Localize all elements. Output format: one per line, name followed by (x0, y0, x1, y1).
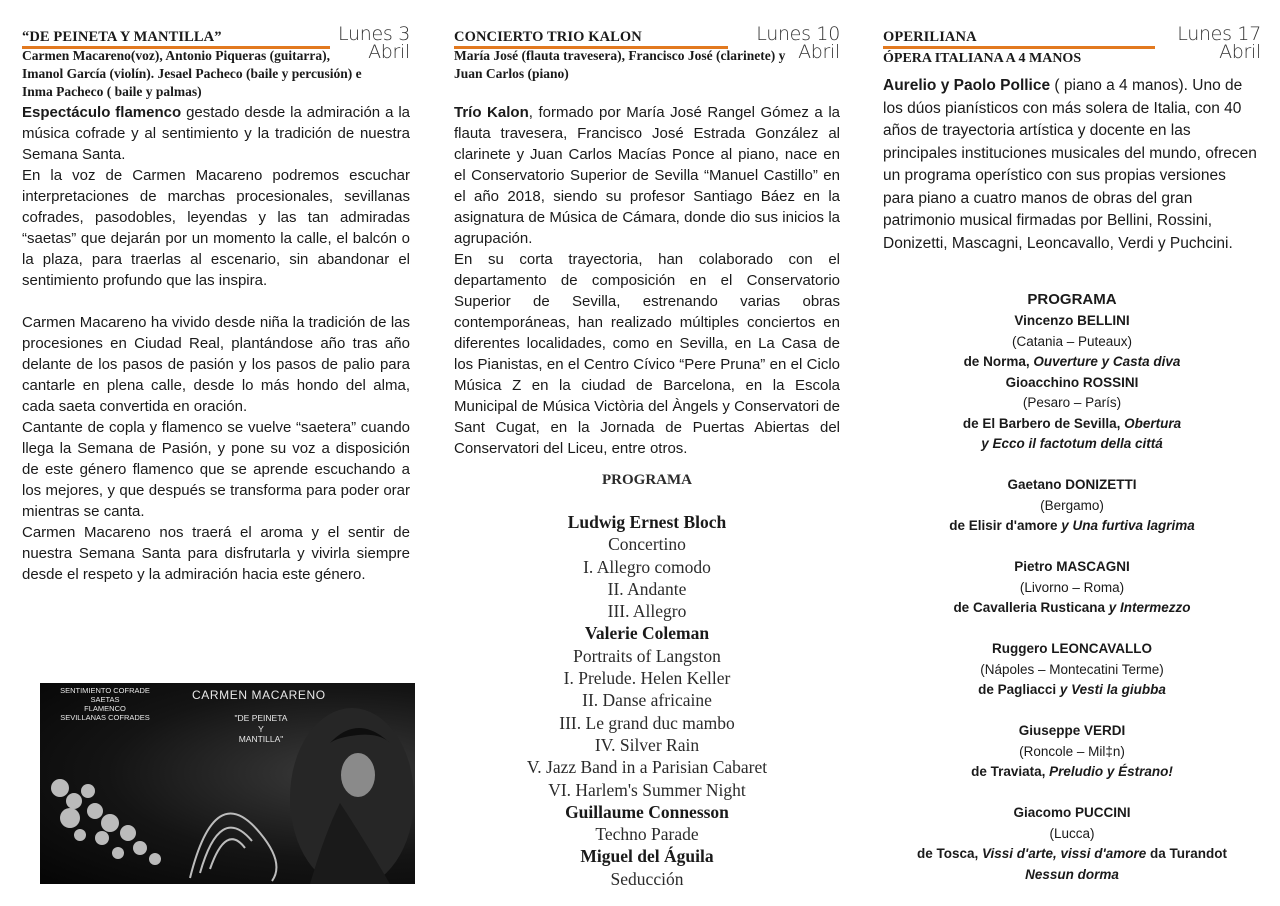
work-aria: Preludio y Éstrano! (1049, 764, 1173, 779)
program-composer: Miguel del Águila (580, 846, 714, 867)
concert-poster-image (40, 683, 415, 884)
program-composer-places: (Lucca) (1049, 825, 1095, 841)
program-spacer (903, 455, 1241, 476)
work-opera: de Elisir d'amore (949, 518, 1062, 533)
program-work (903, 680, 1241, 701)
paragraph-text: gestado desde la admiración a la música cofrade y al sentimiento y la tradición de nuestra Semana Santa. (22, 104, 411, 163)
work-aria: Obertura (1124, 415, 1182, 431)
program-work (903, 352, 1241, 373)
program-composer-places: (Pesaro – París) (1022, 395, 1122, 410)
poster-tag: SENTIMIENTO COFRADE (60, 686, 150, 695)
program-composer: Gioacchino ROSSINI (1005, 374, 1139, 390)
concert-column-3 (883, 0, 1261, 906)
work-opera: de Tosca, (916, 846, 983, 861)
program-work: VI. Harlem's Summer Night (548, 779, 746, 800)
work-opera: de Norma, (963, 354, 1034, 369)
program-work (903, 865, 1241, 886)
program-composer-places: (Nápoles – Montecatini Terme) (980, 661, 1164, 677)
work-opera: de Cavalleria Rusticana (953, 600, 1109, 615)
poster-show-line: MANTILLA" (238, 734, 284, 744)
poster-show-line: "DE PEINETA (234, 713, 288, 723)
program-composer: Gaetano DONIZETTI (1007, 477, 1137, 492)
performers: Carmen Macareno(voz), Antonio Piqueras (guitarra), Imanol García (violín). Jesael Pacheco (baile y percusión) e Inma Pacheco ( baile y palmas) (22, 48, 362, 99)
program-spacer (903, 619, 1241, 640)
work-opera: de El Barbero de Sevilla, (962, 415, 1125, 431)
program-work (903, 844, 1241, 865)
program-composer-places: (Catania – Puteaux) (1011, 333, 1133, 349)
program-spacer (903, 701, 1241, 722)
work-aria: Ouverture y Casta diva (1033, 354, 1181, 369)
program-work: I. Allegro comodo (583, 556, 711, 577)
program-composer-places: (Roncole – Mil‡n) (1019, 743, 1125, 759)
date-day: Lunes 17 (1177, 23, 1261, 45)
intro-lead: Aurelio y Paolo Pollice (883, 77, 1051, 94)
paragraph: Carmen Macareno ha vivido desde niña la tradición de las procesiones en Ciudad Real, plantándose año tras año delante de los pasos de pasión y los pasos de palio para cantarle en plena calle, desde lo más hondo del alma, cada saeta convertida en oración. (22, 314, 410, 415)
concert-column-1 (22, 0, 410, 906)
paragraph: En su corta trayectoria, han colaborado con el departamento de composición en el Conservatorio Superior de Sevilla, estrenando varias obras contemporáneas, han realizado múltiples conciertos en diferentes localidades, como en Sevilla, en La Casa de los Pianistas, en el Centro Cívico “Pere Pruna” en el Ciclo Música Z en la ciudad de Barcelona, en la Escola Municipal de Música Victòria del Àngels y Conservatori de Sant Cugat, en la Jornada de Puertas Abiertas del Conservatori del Liceu, entre otros. (454, 251, 840, 457)
program-composer-places: (Livorno – Roma) (1019, 579, 1125, 595)
poster-tag: SEVILLANAS COFRADES (60, 713, 150, 722)
program-composer: Giuseppe VERDI (1018, 723, 1126, 738)
concert-header (22, 0, 410, 63)
concert-column-2 (454, 0, 840, 906)
concert-title: “DE PEINETA Y MANTILLA” (22, 29, 222, 45)
program-work: III. Le grand duc mambo (559, 712, 735, 733)
concert-header (454, 0, 840, 63)
concert-description (883, 75, 1261, 255)
program-list (903, 289, 1241, 885)
work-aria: y Ecco il factotum della cittá (981, 436, 1163, 451)
paragraph-text: , formado por María José Rangel Gómez a la flauta travesera, Francisco José Estrada González al clarinete y Juan Carlos Macías Ponce al piano, nace en el Conservatorio Superior de Sevilla “Manuel Castillo” en el año 2018, siendo su profesor Santiago Báez en la asignatura de Música de Cámara, donde dio sus inicios la agrupación. (454, 104, 840, 247)
concert-description (454, 102, 840, 459)
program-composer: Giacomo PUCCINI (1013, 805, 1131, 820)
work-opera: da Turandot (1146, 846, 1228, 861)
concert-title: OPERILIANA (883, 29, 977, 45)
program-work (903, 414, 1241, 435)
program-composer: Ludwig Ernest Bloch (567, 512, 727, 532)
paragraph: Carmen Macareno nos traerá el aroma y el sentir de nuestra Semana Santa para disfrutarla y vivirla siempre desde el respeto y la admiración hacia este género. (22, 524, 410, 583)
program-work: Portraits of Langston (573, 645, 721, 666)
intro-text: ( piano a 4 manos). Uno de los dúos pianísticos con más solera de Italia, con 40 años de trayectoria artística y docente en las principales instituciones musicales del mundo, ofrecen un programa operístico con sus propias versiones para piano a cuatro manos de obras del gran patrimonio musical firmadas por Bellini, Rossini, Donizetti, Mascagni, Leoncavallo, Verdi y Puchcini. (883, 77, 1257, 252)
concert-header (883, 0, 1261, 66)
performers: María José (flauta travesera), Francisco José (clarinete) y Juan Carlos (piano) (454, 48, 786, 81)
program-spacer (903, 537, 1241, 558)
title-underline (883, 46, 1155, 49)
program-title: PROGRAMA (1027, 291, 1117, 308)
date-month: Abril (798, 41, 840, 63)
paragraph-lead: Espectáculo flamenco (22, 104, 182, 121)
paragraph (454, 102, 840, 249)
work-aria: Vissi d'arte, vissi d'amore (982, 846, 1147, 861)
work-opera: de Pagliacci (978, 682, 1060, 697)
program-composer: Pietro MASCAGNI (1014, 559, 1130, 574)
concert-date (1177, 25, 1261, 61)
poster-tag: SAETAS (90, 695, 120, 704)
program-title: PROGRAMA (602, 472, 692, 488)
program-work: Techno Parade (595, 824, 699, 845)
program-work (903, 516, 1241, 537)
program-composer: Ruggero LEONCAVALLO (992, 641, 1152, 656)
work-aria: y Vesti la giubba (1059, 682, 1166, 697)
concert-subtitle: ÓPERA ITALIANA A 4 MANOS (883, 51, 1082, 66)
program-composer: Vincenzo BELLINI (1014, 313, 1130, 328)
date-month: Abril (368, 41, 410, 63)
program-composer-places: (Bergamo) (1040, 497, 1104, 513)
paragraph: En la voz de Carmen Macareno podremos escuchar interpretaciones de marchas procesionales, sevillanas cofrades, pasodobles, leyendas y las tan admiradas “saetas” que dejarán por un momento la calle, el balcón o la plaza, para traerlas al escenario, sin abandonar el sentimiento profundo que las inspira. (22, 167, 410, 289)
work-aria: Nessun dorma (1025, 866, 1119, 882)
date-day: Lunes 3 (338, 23, 410, 45)
program-work: IV. Silver Rain (594, 734, 700, 755)
program-work: V. Jazz Band in a Parisian Cabaret (526, 757, 768, 778)
poster-show-line: Y (258, 723, 264, 734)
paragraph (22, 102, 410, 165)
date-month: Abril (1219, 41, 1261, 63)
paragraph: Cantante de copla y flamenco se vuelve “saetera” cuando llega la Semana de Pasión, y pone su voz a disposición de este género flamenco que se aprende escuchando a los mejores, y que después se transforma para poder orar mientras se canta. (22, 419, 410, 520)
poster-tag: FLAMENCO (84, 704, 126, 713)
program-work: Seducción (610, 868, 684, 889)
program-work: Concertino (608, 534, 686, 555)
work-aria: y Intermezzo (1108, 600, 1191, 615)
program-work (903, 762, 1241, 783)
poster-show-title (226, 713, 296, 745)
program-work: II. Andante (607, 578, 687, 599)
poster-tags (50, 686, 160, 722)
paragraph-lead: Trío Kalon (454, 104, 529, 121)
poster-artist-name: CARMEN MACARENO (192, 688, 326, 702)
program-composer: Valerie Coleman (584, 623, 710, 644)
program-work (903, 434, 1241, 455)
program-spacer (903, 783, 1241, 804)
work-opera: de Traviata, (971, 764, 1050, 779)
program-work: II. Danse africaine (582, 690, 712, 711)
program-work: III. Allegro (607, 601, 687, 622)
date-day: Lunes 10 (756, 23, 840, 45)
concert-title: CONCIERTO TRIO KALON (454, 29, 642, 45)
program-composer: Guillaume Connesson (565, 801, 729, 822)
program-list (454, 468, 840, 890)
program-work (903, 598, 1241, 619)
program-work: I. Prelude. Helen Keller (563, 668, 731, 689)
work-aria: y Una furtiva lagrima (1061, 518, 1195, 533)
concert-description (22, 102, 410, 585)
